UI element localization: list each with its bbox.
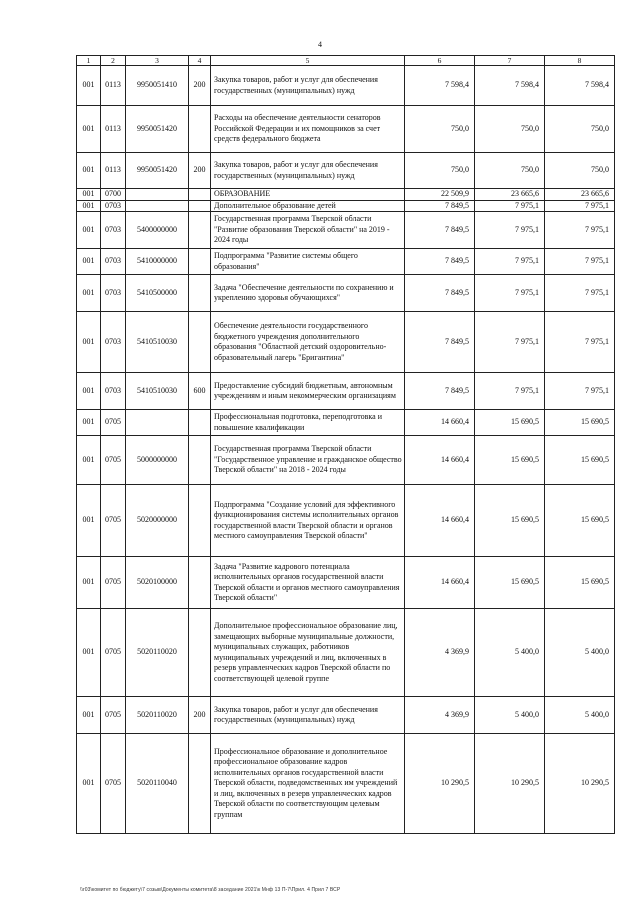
- row-name-cell: Подпрограмма "Развитие системы общего образования": [211, 249, 405, 275]
- expense-type-cell: [189, 189, 211, 201]
- section-code-cell: 0113: [101, 106, 126, 153]
- value-col7-cell: 10 290,5: [475, 734, 545, 834]
- row-name-cell: Подпрограмма "Создание условий для эффективного функционирования системы исполнительных органов государственной власти Тверской области и органов местного самоуправления Тверской области": [211, 485, 405, 557]
- row-code-cell: 001: [77, 212, 101, 249]
- column-number: 1: [77, 56, 101, 66]
- expense-type-cell: [189, 312, 211, 373]
- value-col6-cell: 4 369,9: [405, 609, 475, 697]
- value-col8-cell: 15 690,5: [545, 410, 615, 436]
- value-col6-cell: 7 849,5: [405, 212, 475, 249]
- table-row: [77, 106, 615, 153]
- value-col6-cell: 14 660,4: [405, 557, 475, 609]
- column-number: 6: [405, 56, 475, 66]
- row-name-cell: Государственная программа Тверской области "Развитие образования Тверской области" на 2019 - 2024 годы: [211, 212, 405, 249]
- target-article-cell: 5020110020: [126, 697, 189, 734]
- row-name-cell: Предоставление субсидий бюджетным, автономным учреждениям и иным некоммерческим организациям: [211, 373, 405, 410]
- section-code-cell: 0705: [101, 410, 126, 436]
- column-number: 8: [545, 56, 615, 66]
- value-col8-cell: 5 400,0: [545, 697, 615, 734]
- value-col8-cell: 7 975,1: [545, 312, 615, 373]
- target-article-cell: 5000000000: [126, 436, 189, 485]
- column-number: 3: [126, 56, 189, 66]
- section-code-cell: 0705: [101, 557, 126, 609]
- value-col7-cell: 23 665,6: [475, 189, 545, 201]
- row-code-cell: 001: [77, 373, 101, 410]
- value-col6-cell: 22 509,9: [405, 189, 475, 201]
- table-row: [77, 249, 615, 275]
- expense-type-cell: 200: [189, 153, 211, 189]
- target-article-cell: 9950051410: [126, 66, 189, 106]
- row-name-cell: Профессиональное образование и дополнительное профессиональное образование кадров исполнительных органов государственной власти Тверской области, подведомственных им учреждений и лиц, включенных в резерв управленческих кадров Тверской области по соответствующим целевым группам: [211, 734, 405, 834]
- value-col6-cell: 7 849,5: [405, 275, 475, 312]
- target-article-cell: 5400000000: [126, 212, 189, 249]
- value-col8-cell: 10 290,5: [545, 734, 615, 834]
- row-code-cell: 001: [77, 66, 101, 106]
- value-col7-cell: 15 690,5: [475, 557, 545, 609]
- expense-type-cell: [189, 410, 211, 436]
- value-col6-cell: 14 660,4: [405, 485, 475, 557]
- value-col7-cell: 7 975,1: [475, 275, 545, 312]
- expense-type-cell: [189, 436, 211, 485]
- row-name-cell: Обеспечение деятельности государственного бюджетного учреждения дополнительного образования "Областной детский оздоровительно-образовательный лагерь "Бригантина": [211, 312, 405, 373]
- table-row: [77, 212, 615, 249]
- value-col7-cell: 7 975,1: [475, 200, 545, 212]
- table-row: [77, 557, 615, 609]
- expense-type-cell: 200: [189, 697, 211, 734]
- row-code-cell: 001: [77, 200, 101, 212]
- row-code-cell: 001: [77, 249, 101, 275]
- value-col6-cell: 10 290,5: [405, 734, 475, 834]
- budget-table: [76, 55, 615, 834]
- value-col7-cell: 7 975,1: [475, 373, 545, 410]
- column-numbers-row: [77, 56, 615, 66]
- row-name-cell: Закупка товаров, работ и услуг для обеспечения государственных (муниципальных) нужд: [211, 697, 405, 734]
- target-article-cell: 5020110020: [126, 609, 189, 697]
- expense-type-cell: [189, 200, 211, 212]
- expense-type-cell: [189, 275, 211, 312]
- section-code-cell: 0703: [101, 200, 126, 212]
- value-col7-cell: 5 400,0: [475, 697, 545, 734]
- section-code-cell: 0705: [101, 734, 126, 834]
- row-code-cell: 001: [77, 275, 101, 312]
- table-row: [77, 153, 615, 189]
- value-col8-cell: 7 975,1: [545, 212, 615, 249]
- table-row: [77, 275, 615, 312]
- target-article-cell: 5410500000: [126, 275, 189, 312]
- value-col7-cell: 750,0: [475, 106, 545, 153]
- value-col6-cell: 14 660,4: [405, 436, 475, 485]
- value-col6-cell: 7 849,5: [405, 312, 475, 373]
- value-col8-cell: 750,0: [545, 106, 615, 153]
- section-code-cell: 0705: [101, 697, 126, 734]
- value-col8-cell: 7 598,4: [545, 66, 615, 106]
- value-col6-cell: 7 849,5: [405, 373, 475, 410]
- value-col8-cell: 7 975,1: [545, 373, 615, 410]
- target-article-cell: 9950051420: [126, 153, 189, 189]
- table-row: [77, 66, 615, 106]
- table-row: [77, 200, 615, 212]
- value-col8-cell: 750,0: [545, 153, 615, 189]
- section-code-cell: 0703: [101, 373, 126, 410]
- value-col8-cell: 5 400,0: [545, 609, 615, 697]
- value-col8-cell: 7 975,1: [545, 249, 615, 275]
- row-code-cell: 001: [77, 734, 101, 834]
- row-name-cell: Задача "Обеспечение деятельности по сохранению и укреплению здоровья обучающихся": [211, 275, 405, 312]
- section-code-cell: 0113: [101, 66, 126, 106]
- value-col6-cell: 7 598,4: [405, 66, 475, 106]
- table-row: [77, 436, 615, 485]
- target-article-cell: 5020000000: [126, 485, 189, 557]
- row-code-cell: 001: [77, 697, 101, 734]
- page-number: 4: [318, 40, 322, 49]
- expense-type-cell: [189, 106, 211, 153]
- row-name-cell: ОБРАЗОВАНИЕ: [211, 189, 405, 201]
- value-col7-cell: 15 690,5: [475, 410, 545, 436]
- row-name-cell: Закупка товаров, работ и услуг для обеспечения государственных (муниципальных) нужд: [211, 66, 405, 106]
- target-article-cell: 5020110040: [126, 734, 189, 834]
- table-row: [77, 734, 615, 834]
- value-col7-cell: 15 690,5: [475, 436, 545, 485]
- value-col6-cell: 4 369,9: [405, 697, 475, 734]
- row-code-cell: 001: [77, 153, 101, 189]
- value-col8-cell: 15 690,5: [545, 436, 615, 485]
- value-col7-cell: 5 400,0: [475, 609, 545, 697]
- row-name-cell: Профессиональная подготовка, переподготовка и повышение квалификации: [211, 410, 405, 436]
- column-number: 2: [101, 56, 126, 66]
- row-code-cell: 001: [77, 410, 101, 436]
- target-article-cell: 5410510030: [126, 373, 189, 410]
- section-code-cell: 0113: [101, 153, 126, 189]
- table-row: [77, 189, 615, 201]
- section-code-cell: 0705: [101, 436, 126, 485]
- row-name-cell: Расходы на обеспечение деятельности сенаторов Российской Федерации и их помощников за счет средств федерального бюджета: [211, 106, 405, 153]
- expense-type-cell: [189, 609, 211, 697]
- row-code-cell: 001: [77, 557, 101, 609]
- row-code-cell: 001: [77, 436, 101, 485]
- section-code-cell: 0703: [101, 212, 126, 249]
- column-number: 5: [211, 56, 405, 66]
- row-code-cell: 001: [77, 609, 101, 697]
- value-col8-cell: 7 975,1: [545, 200, 615, 212]
- file-path-footer: \\r03\комитет по бюджету\7 созыв\Документы комитета\8 заседание 2021\к Мнф 13 П-7\Прил. 4 Прил 7 ВСР: [80, 887, 341, 893]
- value-col8-cell: 15 690,5: [545, 485, 615, 557]
- target-article-cell: [126, 200, 189, 212]
- row-name-cell: Государственная программа Тверской области "Государственное управление и гражданское общество Тверской области" на 2018 - 2024 годы: [211, 436, 405, 485]
- row-code-cell: 001: [77, 485, 101, 557]
- expense-type-cell: [189, 485, 211, 557]
- row-code-cell: 001: [77, 189, 101, 201]
- section-code-cell: 0703: [101, 312, 126, 373]
- section-code-cell: 0703: [101, 275, 126, 312]
- value-col7-cell: 7 975,1: [475, 249, 545, 275]
- target-article-cell: 5020100000: [126, 557, 189, 609]
- target-article-cell: [126, 410, 189, 436]
- value-col6-cell: 750,0: [405, 153, 475, 189]
- target-article-cell: 9950051420: [126, 106, 189, 153]
- target-article-cell: [126, 189, 189, 201]
- value-col7-cell: 15 690,5: [475, 485, 545, 557]
- row-name-cell: Закупка товаров, работ и услуг для обеспечения государственных (муниципальных) нужд: [211, 153, 405, 189]
- section-code-cell: 0705: [101, 609, 126, 697]
- value-col8-cell: 7 975,1: [545, 275, 615, 312]
- table-row: [77, 609, 615, 697]
- table-row: [77, 485, 615, 557]
- table-row: [77, 312, 615, 373]
- expense-type-cell: [189, 734, 211, 834]
- value-col8-cell: 23 665,6: [545, 189, 615, 201]
- table-row: [77, 373, 615, 410]
- row-name-cell: Дополнительное образование детей: [211, 200, 405, 212]
- value-col6-cell: 14 660,4: [405, 410, 475, 436]
- value-col6-cell: 750,0: [405, 106, 475, 153]
- expense-type-cell: [189, 249, 211, 275]
- row-name-cell: Дополнительное профессиональное образование лиц, замещающих выборные муниципальные должности, муниципальных служащих, работников муниципальных учреждений и лиц, включенных в резерв управленческих кадров Тверской области по соответствующей целевой группе: [211, 609, 405, 697]
- table-row: [77, 410, 615, 436]
- value-col7-cell: 7 598,4: [475, 66, 545, 106]
- value-col7-cell: 7 975,1: [475, 312, 545, 373]
- value-col7-cell: 7 975,1: [475, 212, 545, 249]
- section-code-cell: 0700: [101, 189, 126, 201]
- table-row: [77, 697, 615, 734]
- column-number: 4: [189, 56, 211, 66]
- row-code-cell: 001: [77, 312, 101, 373]
- row-name-cell: Задача "Развитие кадрового потенциала исполнительных органов государственной власти Тверской области и органов местного самоуправления Тверской области": [211, 557, 405, 609]
- target-article-cell: 5410000000: [126, 249, 189, 275]
- expense-type-cell: 200: [189, 66, 211, 106]
- target-article-cell: 5410510030: [126, 312, 189, 373]
- section-code-cell: 0705: [101, 485, 126, 557]
- value-col6-cell: 7 849,5: [405, 200, 475, 212]
- row-code-cell: 001: [77, 106, 101, 153]
- expense-type-cell: [189, 212, 211, 249]
- column-number: 7: [475, 56, 545, 66]
- expense-type-cell: [189, 557, 211, 609]
- value-col8-cell: 15 690,5: [545, 557, 615, 609]
- expense-type-cell: 600: [189, 373, 211, 410]
- value-col6-cell: 7 849,5: [405, 249, 475, 275]
- section-code-cell: 0703: [101, 249, 126, 275]
- value-col7-cell: 750,0: [475, 153, 545, 189]
